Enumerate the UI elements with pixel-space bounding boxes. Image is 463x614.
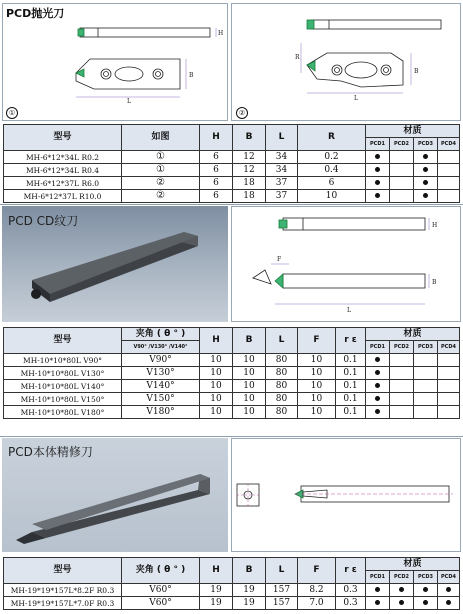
material-cell bbox=[390, 164, 414, 177]
cell-F: 10 bbox=[298, 367, 336, 380]
material-cell bbox=[414, 190, 438, 203]
table-row bbox=[4, 367, 460, 380]
cell-H: 6 bbox=[200, 190, 233, 203]
table-row bbox=[4, 380, 460, 393]
material-cell bbox=[438, 406, 460, 419]
cell-F: 7.0 bbox=[298, 597, 336, 610]
material-available-dot-icon bbox=[375, 180, 380, 185]
section1-material-subheader: PCD1 PCD2 PCD3 PCD4 bbox=[4, 138, 460, 151]
section3-header-row: 型号 夹角 ( θ ° ) H B L F r ε 材质 bbox=[4, 558, 460, 571]
material-cell bbox=[438, 354, 460, 367]
cell-R: 10 bbox=[298, 190, 366, 203]
cell-model: MH-10*10*80L V90° bbox=[4, 354, 122, 367]
cell-model: MH-19*19*157L*7.0F R0.3 bbox=[4, 597, 122, 610]
section3-title: PCD本体精修刀 bbox=[8, 445, 93, 459]
material-available-dot-icon bbox=[423, 154, 428, 159]
material-cell bbox=[366, 354, 390, 367]
svg-text:L: L bbox=[347, 307, 351, 314]
material-cell bbox=[414, 380, 438, 393]
cell-model: MH-6*12*37L R10.0 bbox=[4, 190, 122, 203]
cell-H: 10 bbox=[200, 354, 233, 367]
section2-header-row: 型号 夹角 ( θ ° ) H B L F r ε 材质 bbox=[4, 328, 460, 341]
svg-text:L: L bbox=[127, 98, 131, 105]
table-row bbox=[4, 177, 460, 190]
section3-spec-table bbox=[3, 557, 460, 610]
cell-model: MH-10*10*80L V130° bbox=[4, 367, 122, 380]
material-available-dot-icon bbox=[423, 167, 428, 172]
cell-r: 0.1 bbox=[336, 380, 366, 393]
cell-r: 0.1 bbox=[336, 367, 366, 380]
material-cell bbox=[414, 177, 438, 190]
svg-text:H: H bbox=[432, 222, 438, 229]
cell-H: 6 bbox=[200, 151, 233, 164]
material-cell bbox=[390, 584, 414, 597]
cell-angle: V60° bbox=[122, 584, 200, 597]
material-cell bbox=[390, 190, 414, 203]
section3-material-subheader: PCD1 PCD2 PCD3 PCD4 bbox=[4, 571, 460, 584]
cell-H: 10 bbox=[200, 393, 233, 406]
section2-spec-table bbox=[3, 327, 460, 419]
section2-drawing-svg bbox=[231, 206, 461, 322]
material-cell bbox=[366, 177, 390, 190]
section2-tool-photo bbox=[2, 206, 228, 322]
cell-L: 80 bbox=[266, 380, 298, 393]
svg-text:L: L bbox=[354, 95, 358, 102]
fig1-number: ① bbox=[6, 107, 18, 119]
section1-spec-table bbox=[3, 124, 460, 203]
cell-R: 0.2 bbox=[298, 151, 366, 164]
material-available-dot-icon bbox=[423, 587, 428, 592]
cell-L: 34 bbox=[266, 164, 298, 177]
material-available-dot-icon bbox=[375, 357, 380, 362]
cell-H: 6 bbox=[200, 164, 233, 177]
material-cell bbox=[390, 406, 414, 419]
cell-angle: V90° bbox=[122, 354, 200, 367]
cell-L: 80 bbox=[266, 393, 298, 406]
material-cell bbox=[438, 190, 460, 203]
cell-L: 80 bbox=[266, 367, 298, 380]
cell-angle: V150° bbox=[122, 393, 200, 406]
material-available-dot-icon bbox=[375, 370, 380, 375]
material-available-dot-icon bbox=[399, 587, 404, 592]
fig2-drawing bbox=[231, 3, 461, 121]
section-divider bbox=[0, 436, 463, 437]
material-cell bbox=[414, 393, 438, 406]
cell-B: 19 bbox=[233, 597, 266, 610]
material-cell bbox=[438, 151, 460, 164]
cell-r: 0.1 bbox=[336, 406, 366, 419]
figure-ref: ② bbox=[156, 177, 165, 188]
cell-L: 80 bbox=[266, 354, 298, 367]
material-cell bbox=[366, 367, 390, 380]
table-row bbox=[4, 406, 460, 419]
cell-model: MH-6*12*34L R0.2 bbox=[4, 151, 122, 164]
material-cell bbox=[438, 597, 460, 610]
svg-text:B: B bbox=[432, 279, 437, 286]
cell-L: 80 bbox=[266, 406, 298, 419]
material-available-dot-icon bbox=[375, 396, 380, 401]
material-cell bbox=[438, 177, 460, 190]
material-cell bbox=[390, 393, 414, 406]
material-cell bbox=[438, 393, 460, 406]
table-row bbox=[4, 597, 460, 610]
material-cell bbox=[366, 164, 390, 177]
cell-L: 37 bbox=[266, 177, 298, 190]
material-cell bbox=[366, 380, 390, 393]
cell-B: 18 bbox=[233, 190, 266, 203]
cell-F: 10 bbox=[298, 354, 336, 367]
material-cell bbox=[390, 177, 414, 190]
material-cell bbox=[366, 151, 390, 164]
cell-B: 10 bbox=[233, 380, 266, 393]
section1-title: PCD抛光刀 bbox=[6, 7, 65, 20]
material-cell bbox=[366, 190, 390, 203]
cell-B: 18 bbox=[233, 177, 266, 190]
section1-header-row: 型号 如图 H B L R 材质 bbox=[4, 125, 460, 138]
cell-fig bbox=[122, 164, 200, 177]
material-cell bbox=[438, 367, 460, 380]
svg-text:H: H bbox=[218, 30, 224, 37]
cell-H: 10 bbox=[200, 406, 233, 419]
cell-B: 10 bbox=[233, 406, 266, 419]
section3-tool-photo bbox=[2, 438, 228, 552]
cell-L: 37 bbox=[266, 190, 298, 203]
material-available-dot-icon bbox=[375, 409, 380, 414]
cell-B: 12 bbox=[233, 164, 266, 177]
material-available-dot-icon bbox=[446, 587, 451, 592]
cell-r: 0.1 bbox=[336, 393, 366, 406]
fig2-number: ② bbox=[236, 107, 248, 119]
cell-angle: V180° bbox=[122, 406, 200, 419]
table-row bbox=[4, 584, 460, 597]
material-cell bbox=[366, 393, 390, 406]
cell-R: 0.4 bbox=[298, 164, 366, 177]
cell-angle: V140° bbox=[122, 380, 200, 393]
table-row bbox=[4, 393, 460, 406]
cell-R: 6 bbox=[298, 177, 366, 190]
cell-fig bbox=[122, 151, 200, 164]
fig1-drawing bbox=[2, 3, 228, 121]
material-available-dot-icon bbox=[399, 600, 404, 605]
cell-r: 0.3 bbox=[336, 597, 366, 610]
cell-model: MH-10*10*80L V150° bbox=[4, 393, 122, 406]
table-row bbox=[4, 354, 460, 367]
material-available-dot-icon bbox=[375, 154, 380, 159]
cell-angle: V130° bbox=[122, 367, 200, 380]
cell-H: 6 bbox=[200, 177, 233, 190]
cell-r: 0.1 bbox=[336, 354, 366, 367]
cell-B: 12 bbox=[233, 151, 266, 164]
material-cell bbox=[390, 380, 414, 393]
material-available-dot-icon bbox=[375, 167, 380, 172]
cell-angle: V60° bbox=[122, 597, 200, 610]
cell-H: 10 bbox=[200, 367, 233, 380]
cell-r: 0.3 bbox=[336, 584, 366, 597]
svg-text:B: B bbox=[414, 68, 419, 75]
material-available-dot-icon bbox=[446, 600, 451, 605]
cell-model: MH-6*12*37L R6.0 bbox=[4, 177, 122, 190]
cell-model: MH-10*10*80L V180° bbox=[4, 406, 122, 419]
material-cell bbox=[366, 597, 390, 610]
cell-L: 157 bbox=[266, 584, 298, 597]
material-cell bbox=[390, 354, 414, 367]
cell-H: 19 bbox=[200, 597, 233, 610]
table-row bbox=[4, 151, 460, 164]
cell-B: 10 bbox=[233, 354, 266, 367]
material-cell bbox=[438, 164, 460, 177]
material-cell bbox=[414, 367, 438, 380]
cell-model: MH-6*12*34L R0.4 bbox=[4, 164, 122, 177]
material-cell bbox=[414, 597, 438, 610]
section2-title: PCD CD纹刀 bbox=[8, 214, 79, 228]
cell-model: MH-10*10*80L V140° bbox=[4, 380, 122, 393]
material-cell bbox=[366, 406, 390, 419]
material-cell bbox=[390, 367, 414, 380]
svg-text:B: B bbox=[189, 72, 194, 79]
section3-drawing-svg bbox=[231, 438, 461, 552]
material-available-dot-icon bbox=[375, 600, 380, 605]
cell-F: 10 bbox=[298, 393, 336, 406]
table-row bbox=[4, 164, 460, 177]
cell-fig bbox=[122, 177, 200, 190]
section-divider bbox=[0, 204, 463, 205]
figure-ref: ① bbox=[156, 164, 165, 175]
cell-B: 19 bbox=[233, 584, 266, 597]
material-cell bbox=[366, 584, 390, 597]
cell-B: 10 bbox=[233, 367, 266, 380]
material-cell bbox=[414, 406, 438, 419]
cell-B: 10 bbox=[233, 393, 266, 406]
material-cell bbox=[438, 584, 460, 597]
cell-F: 8.2 bbox=[298, 584, 336, 597]
material-cell bbox=[414, 164, 438, 177]
svg-text:R: R bbox=[295, 54, 300, 61]
material-available-dot-icon bbox=[423, 180, 428, 185]
material-available-dot-icon bbox=[375, 383, 380, 388]
cell-model: MH-19*19*157L*8.2F R0.3 bbox=[4, 584, 122, 597]
cell-F: 10 bbox=[298, 406, 336, 419]
material-cell bbox=[414, 151, 438, 164]
material-available-dot-icon bbox=[423, 600, 428, 605]
material-cell bbox=[438, 380, 460, 393]
material-cell bbox=[414, 354, 438, 367]
material-available-dot-icon bbox=[375, 587, 380, 592]
cell-F: 10 bbox=[298, 380, 336, 393]
section2-material-subheader: V90° /V130° /V140° PCD1 PCD2 PCD3 PCD4 bbox=[4, 341, 460, 354]
material-available-dot-icon bbox=[375, 193, 380, 198]
cell-fig bbox=[122, 190, 200, 203]
figure-ref: ① bbox=[156, 151, 165, 162]
cell-L: 157 bbox=[266, 597, 298, 610]
cell-H: 10 bbox=[200, 380, 233, 393]
material-available-dot-icon bbox=[423, 193, 428, 198]
table-row bbox=[4, 190, 460, 203]
material-cell bbox=[390, 151, 414, 164]
material-cell bbox=[414, 584, 438, 597]
cell-L: 34 bbox=[266, 151, 298, 164]
cell-H: 19 bbox=[200, 584, 233, 597]
figure-ref: ② bbox=[156, 190, 165, 201]
material-cell bbox=[390, 597, 414, 610]
svg-text:F: F bbox=[277, 256, 282, 263]
